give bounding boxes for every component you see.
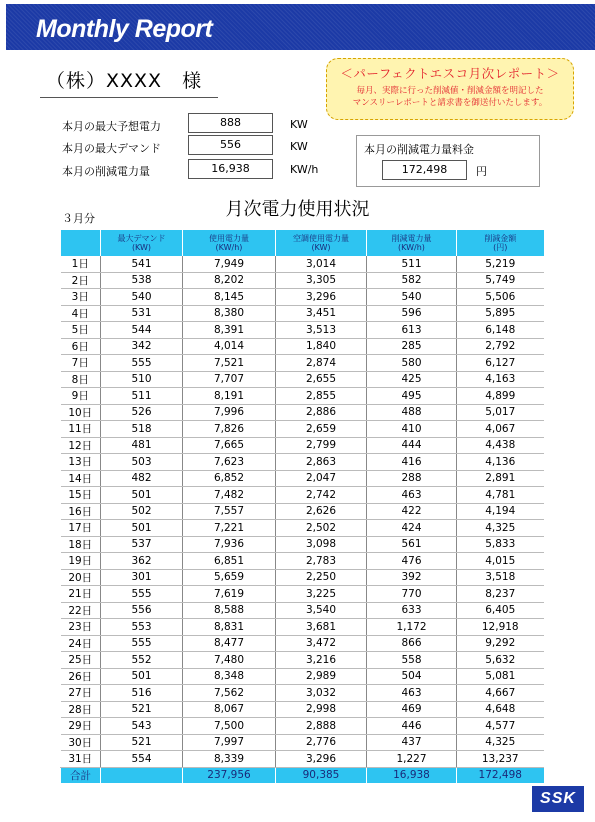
table-cell: 6,148 bbox=[457, 322, 544, 339]
reduction-unit: KW/h bbox=[290, 163, 319, 176]
table-cell: 444 bbox=[367, 437, 457, 454]
table-cell: 23日 bbox=[61, 619, 101, 636]
table-row bbox=[61, 404, 544, 421]
column-header-label: 最大デマンド bbox=[117, 234, 166, 243]
table-cell: 3,296 bbox=[276, 751, 367, 768]
reduction-label: 本月の削減電力量 bbox=[62, 165, 150, 178]
column-header-unit: (KW) bbox=[311, 243, 331, 252]
table-cell: 463 bbox=[367, 685, 457, 702]
table-row bbox=[61, 388, 544, 405]
table-row bbox=[61, 272, 544, 289]
total-cell: 90,385 bbox=[276, 767, 367, 783]
table-cell: 11日 bbox=[61, 421, 101, 438]
table-cell: 501 bbox=[101, 520, 183, 537]
table-cell: 19日 bbox=[61, 553, 101, 570]
table-cell: 7,997 bbox=[183, 734, 276, 751]
table-row bbox=[61, 652, 544, 669]
table-cell: 4,781 bbox=[457, 487, 544, 504]
forecast-max-value: 888 bbox=[188, 113, 273, 133]
table-cell: 8,339 bbox=[183, 751, 276, 768]
table-cell: 5,081 bbox=[457, 668, 544, 685]
table-cell: 17日 bbox=[61, 520, 101, 537]
table-cell: 501 bbox=[101, 668, 183, 685]
table-cell: 342 bbox=[101, 338, 183, 355]
table-cell: 558 bbox=[367, 652, 457, 669]
table-cell: 288 bbox=[367, 470, 457, 487]
table-cell: 633 bbox=[367, 602, 457, 619]
table-cell: 8,145 bbox=[183, 289, 276, 306]
table-cell: 613 bbox=[367, 322, 457, 339]
table-cell: 6,851 bbox=[183, 553, 276, 570]
table-row bbox=[61, 553, 544, 570]
customer-name: （株）XXXX 様 bbox=[46, 70, 203, 92]
table-cell: 3,296 bbox=[276, 289, 367, 306]
table-cell: 4,067 bbox=[457, 421, 544, 438]
table-cell: 16日 bbox=[61, 503, 101, 520]
total-cell: 合計 bbox=[61, 767, 101, 783]
table-row bbox=[61, 503, 544, 520]
table-cell: 7,619 bbox=[183, 586, 276, 603]
total-cell bbox=[101, 767, 183, 783]
table-cell: 2,250 bbox=[276, 569, 367, 586]
table-row bbox=[61, 602, 544, 619]
table-cell: 495 bbox=[367, 388, 457, 405]
column-header-unit: (円) bbox=[493, 243, 508, 252]
table-cell: 446 bbox=[367, 718, 457, 735]
usage-table bbox=[60, 230, 544, 783]
table-cell: 13,237 bbox=[457, 751, 544, 768]
table-cell: 561 bbox=[367, 536, 457, 553]
table-cell: 1,172 bbox=[367, 619, 457, 636]
table-row bbox=[61, 289, 544, 306]
table-row bbox=[61, 751, 544, 768]
table-row bbox=[61, 520, 544, 537]
column-header-label: 削減金額 bbox=[484, 234, 517, 243]
table-cell: 4,325 bbox=[457, 734, 544, 751]
table-cell: 2,502 bbox=[276, 520, 367, 537]
table-row bbox=[61, 470, 544, 487]
table-cell: 3,518 bbox=[457, 569, 544, 586]
table-cell: 422 bbox=[367, 503, 457, 520]
column-header bbox=[457, 230, 544, 256]
table-row bbox=[61, 701, 544, 718]
table-row bbox=[61, 256, 544, 272]
table-row bbox=[61, 454, 544, 471]
forecast-max-unit: KW bbox=[290, 118, 308, 131]
table-cell: 3,472 bbox=[276, 635, 367, 652]
table-cell: 537 bbox=[101, 536, 183, 553]
table-row bbox=[61, 421, 544, 438]
table-cell: 30日 bbox=[61, 734, 101, 751]
table-cell: 4,014 bbox=[183, 338, 276, 355]
table-cell: 362 bbox=[101, 553, 183, 570]
table-cell: 7,665 bbox=[183, 437, 276, 454]
table-cell: 3,014 bbox=[276, 256, 367, 272]
table-cell: 5,749 bbox=[457, 272, 544, 289]
table-cell: 1,840 bbox=[276, 338, 367, 355]
table-cell: 6日 bbox=[61, 338, 101, 355]
charge-value: 172,498 bbox=[382, 160, 467, 180]
table-cell: 8,067 bbox=[183, 701, 276, 718]
ssk-logo: SSK bbox=[532, 786, 584, 812]
table-row bbox=[61, 734, 544, 751]
table-cell: 21日 bbox=[61, 586, 101, 603]
table-cell: 3,513 bbox=[276, 322, 367, 339]
table-row bbox=[61, 322, 544, 339]
table-cell: 10日 bbox=[61, 404, 101, 421]
table-cell: 3,305 bbox=[276, 272, 367, 289]
table-cell: 8,831 bbox=[183, 619, 276, 636]
table-cell: 2,659 bbox=[276, 421, 367, 438]
table-cell: 4日 bbox=[61, 305, 101, 322]
column-header-label: 削減電力量 bbox=[391, 234, 432, 243]
table-cell: 12,918 bbox=[457, 619, 544, 636]
table-cell: 8,237 bbox=[457, 586, 544, 603]
table-cell: 2,863 bbox=[276, 454, 367, 471]
table-cell: 553 bbox=[101, 619, 183, 636]
table-cell: 770 bbox=[367, 586, 457, 603]
table-cell: 301 bbox=[101, 569, 183, 586]
table-cell: 8,380 bbox=[183, 305, 276, 322]
table-cell: 4,194 bbox=[457, 503, 544, 520]
column-header bbox=[61, 230, 101, 256]
table-cell: 12日 bbox=[61, 437, 101, 454]
table-cell: 2,783 bbox=[276, 553, 367, 570]
header-banner bbox=[6, 4, 595, 50]
table-cell: 2,989 bbox=[276, 668, 367, 685]
table-cell: 469 bbox=[367, 701, 457, 718]
table-cell: 3,225 bbox=[276, 586, 367, 603]
total-cell: 16,938 bbox=[367, 767, 457, 783]
column-header bbox=[367, 230, 457, 256]
table-cell: 4,163 bbox=[457, 371, 544, 388]
table-cell: 7,949 bbox=[183, 256, 276, 272]
table-cell: 2,874 bbox=[276, 355, 367, 372]
table-cell: 18日 bbox=[61, 536, 101, 553]
table-row bbox=[61, 437, 544, 454]
table-cell: 6,852 bbox=[183, 470, 276, 487]
table-cell: 2,888 bbox=[276, 718, 367, 735]
table-cell: 20日 bbox=[61, 569, 101, 586]
table-row bbox=[61, 586, 544, 603]
table-cell: 555 bbox=[101, 355, 183, 372]
total-row bbox=[61, 767, 544, 783]
table-cell: 2,742 bbox=[276, 487, 367, 504]
table-row bbox=[61, 685, 544, 702]
column-header-unit: (KW) bbox=[131, 243, 152, 252]
table-cell: 425 bbox=[367, 371, 457, 388]
table-cell: 8,191 bbox=[183, 388, 276, 405]
table-cell: 437 bbox=[367, 734, 457, 751]
table-cell: 538 bbox=[101, 272, 183, 289]
table-cell: 481 bbox=[101, 437, 183, 454]
table-cell: 9,292 bbox=[457, 635, 544, 652]
table-cell: 1日 bbox=[61, 256, 101, 272]
table-cell: 596 bbox=[367, 305, 457, 322]
table-cell: 25日 bbox=[61, 652, 101, 669]
table-cell: 2,626 bbox=[276, 503, 367, 520]
report-title: Monthly Report bbox=[36, 15, 213, 43]
table-cell: 3日 bbox=[61, 289, 101, 306]
table-cell: 14日 bbox=[61, 470, 101, 487]
column-header bbox=[183, 230, 276, 256]
table-cell: 8,477 bbox=[183, 635, 276, 652]
table-cell: 2,998 bbox=[276, 701, 367, 718]
table-cell: 2日 bbox=[61, 272, 101, 289]
reduction-value: 16,938 bbox=[188, 159, 273, 179]
table-cell: 4,136 bbox=[457, 454, 544, 471]
table-cell: 4,438 bbox=[457, 437, 544, 454]
table-cell: 7日 bbox=[61, 355, 101, 372]
notice-title: ＜パーフェクトエスコ月次レポート＞ bbox=[340, 66, 560, 81]
table-row bbox=[61, 668, 544, 685]
table-cell: 866 bbox=[367, 635, 457, 652]
table-cell: 7,562 bbox=[183, 685, 276, 702]
table-cell: 4,577 bbox=[457, 718, 544, 735]
table-cell: 6,127 bbox=[457, 355, 544, 372]
table-cell: 5,632 bbox=[457, 652, 544, 669]
table-cell: 410 bbox=[367, 421, 457, 438]
total-cell: 172,498 bbox=[457, 767, 544, 783]
table-cell: 482 bbox=[101, 470, 183, 487]
table-cell: 4,648 bbox=[457, 701, 544, 718]
column-header bbox=[276, 230, 367, 256]
table-cell: 7,707 bbox=[183, 371, 276, 388]
table-row bbox=[61, 355, 544, 372]
table-cell: 4,899 bbox=[457, 388, 544, 405]
table-cell: 22日 bbox=[61, 602, 101, 619]
table-cell: 7,521 bbox=[183, 355, 276, 372]
table-cell: 504 bbox=[367, 668, 457, 685]
table-row bbox=[61, 635, 544, 652]
table-cell: 502 bbox=[101, 503, 183, 520]
table-title: 月次電力使用状況 bbox=[225, 199, 370, 220]
table-cell: 556 bbox=[101, 602, 183, 619]
table-cell: 7,996 bbox=[183, 404, 276, 421]
column-header bbox=[101, 230, 183, 256]
notice-box bbox=[326, 58, 574, 120]
table-cell: 8日 bbox=[61, 371, 101, 388]
table-cell: 4,015 bbox=[457, 553, 544, 570]
table-cell: 516 bbox=[101, 685, 183, 702]
table-cell: 488 bbox=[367, 404, 457, 421]
table-row bbox=[61, 718, 544, 735]
column-header-unit: (KW/h) bbox=[215, 243, 243, 252]
table-cell: 3,098 bbox=[276, 536, 367, 553]
charge-label: 本月の削減電力量料金 bbox=[364, 143, 474, 156]
notice-body bbox=[327, 85, 573, 109]
customer-underline bbox=[40, 97, 218, 98]
table-cell: 555 bbox=[101, 635, 183, 652]
table-cell: 3,451 bbox=[276, 305, 367, 322]
table-cell: 8,391 bbox=[183, 322, 276, 339]
table-cell: 2,886 bbox=[276, 404, 367, 421]
table-cell: 5日 bbox=[61, 322, 101, 339]
table-cell: 5,219 bbox=[457, 256, 544, 272]
table-cell: 510 bbox=[101, 371, 183, 388]
table-cell: 5,506 bbox=[457, 289, 544, 306]
table-cell: 531 bbox=[101, 305, 183, 322]
table-header-row bbox=[61, 230, 544, 256]
table-cell: 2,047 bbox=[276, 470, 367, 487]
table-row bbox=[61, 569, 544, 586]
table-cell: 580 bbox=[367, 355, 457, 372]
table-body bbox=[61, 256, 544, 783]
notice-line-2: マンスリーレポートと請求書を御送付いたします。 bbox=[352, 98, 548, 108]
max-demand-value: 556 bbox=[188, 135, 273, 155]
table-cell: 392 bbox=[367, 569, 457, 586]
table-cell: 2,776 bbox=[276, 734, 367, 751]
column-header-label: 空調使用電力量 bbox=[293, 234, 349, 243]
total-cell: 237,956 bbox=[183, 767, 276, 783]
forecast-max-label: 本月の最大予想電力 bbox=[62, 120, 161, 133]
table-cell: 5,017 bbox=[457, 404, 544, 421]
table-row bbox=[61, 371, 544, 388]
table-cell: 7,936 bbox=[183, 536, 276, 553]
table-cell: 7,623 bbox=[183, 454, 276, 471]
table-cell: 7,480 bbox=[183, 652, 276, 669]
table-cell: 2,792 bbox=[457, 338, 544, 355]
table-cell: 463 bbox=[367, 487, 457, 504]
table-cell: 8,202 bbox=[183, 272, 276, 289]
table-cell: 27日 bbox=[61, 685, 101, 702]
table-cell: 3,032 bbox=[276, 685, 367, 702]
table-cell: 4,325 bbox=[457, 520, 544, 537]
table-cell: 285 bbox=[367, 338, 457, 355]
charge-unit: 円 bbox=[476, 165, 487, 178]
table-cell: 424 bbox=[367, 520, 457, 537]
table-cell: 2,799 bbox=[276, 437, 367, 454]
table-cell: 5,895 bbox=[457, 305, 544, 322]
table-cell: 416 bbox=[367, 454, 457, 471]
table-cell: 8,588 bbox=[183, 602, 276, 619]
max-demand-unit: KW bbox=[290, 140, 308, 153]
table-cell: 541 bbox=[101, 256, 183, 272]
table-cell: 24日 bbox=[61, 635, 101, 652]
table-cell: 2,855 bbox=[276, 388, 367, 405]
table-cell: 6,405 bbox=[457, 602, 544, 619]
table-cell: 8,348 bbox=[183, 668, 276, 685]
table-cell: 7,826 bbox=[183, 421, 276, 438]
month-label: ３月分 bbox=[62, 212, 95, 225]
table-row bbox=[61, 338, 544, 355]
table-cell: 2,891 bbox=[457, 470, 544, 487]
table-cell: 521 bbox=[101, 701, 183, 718]
column-header-unit: (KW/h) bbox=[398, 243, 425, 252]
table-cell: 501 bbox=[101, 487, 183, 504]
table-cell: 3,540 bbox=[276, 602, 367, 619]
table-cell: 15日 bbox=[61, 487, 101, 504]
table-cell: 540 bbox=[101, 289, 183, 306]
table-cell: 543 bbox=[101, 718, 183, 735]
table-cell: 511 bbox=[367, 256, 457, 272]
table-cell: 544 bbox=[101, 322, 183, 339]
table-cell: 503 bbox=[101, 454, 183, 471]
table-cell: 7,221 bbox=[183, 520, 276, 537]
table-cell: 1,227 bbox=[367, 751, 457, 768]
table-cell: 555 bbox=[101, 586, 183, 603]
table-row bbox=[61, 619, 544, 636]
table-cell: 13日 bbox=[61, 454, 101, 471]
table-cell: 2,655 bbox=[276, 371, 367, 388]
table-cell: 5,659 bbox=[183, 569, 276, 586]
table-row bbox=[61, 487, 544, 504]
table-row bbox=[61, 305, 544, 322]
column-header-label: 使用電力量 bbox=[209, 234, 249, 243]
table-cell: 476 bbox=[367, 553, 457, 570]
max-demand-label: 本月の最大デマンド bbox=[62, 142, 161, 155]
table-cell: 518 bbox=[101, 421, 183, 438]
table-cell: 511 bbox=[101, 388, 183, 405]
table-cell: 28日 bbox=[61, 701, 101, 718]
table-cell: 540 bbox=[367, 289, 457, 306]
table-cell: 3,681 bbox=[276, 619, 367, 636]
notice-line-1: 毎月、実際に行った削減値・削減金額を明記した bbox=[356, 86, 544, 96]
table-cell: 521 bbox=[101, 734, 183, 751]
table-cell: 9日 bbox=[61, 388, 101, 405]
table-cell: 526 bbox=[101, 404, 183, 421]
table-cell: 3,216 bbox=[276, 652, 367, 669]
table-cell: 26日 bbox=[61, 668, 101, 685]
table-cell: 29日 bbox=[61, 718, 101, 735]
table-cell: 582 bbox=[367, 272, 457, 289]
table-cell: 7,557 bbox=[183, 503, 276, 520]
table-cell: 7,482 bbox=[183, 487, 276, 504]
table-cell: 31日 bbox=[61, 751, 101, 768]
table-cell: 7,500 bbox=[183, 718, 276, 735]
table-cell: 554 bbox=[101, 751, 183, 768]
table-cell: 552 bbox=[101, 652, 183, 669]
table-cell: 5,833 bbox=[457, 536, 544, 553]
table-row bbox=[61, 536, 544, 553]
table-cell: 4,667 bbox=[457, 685, 544, 702]
